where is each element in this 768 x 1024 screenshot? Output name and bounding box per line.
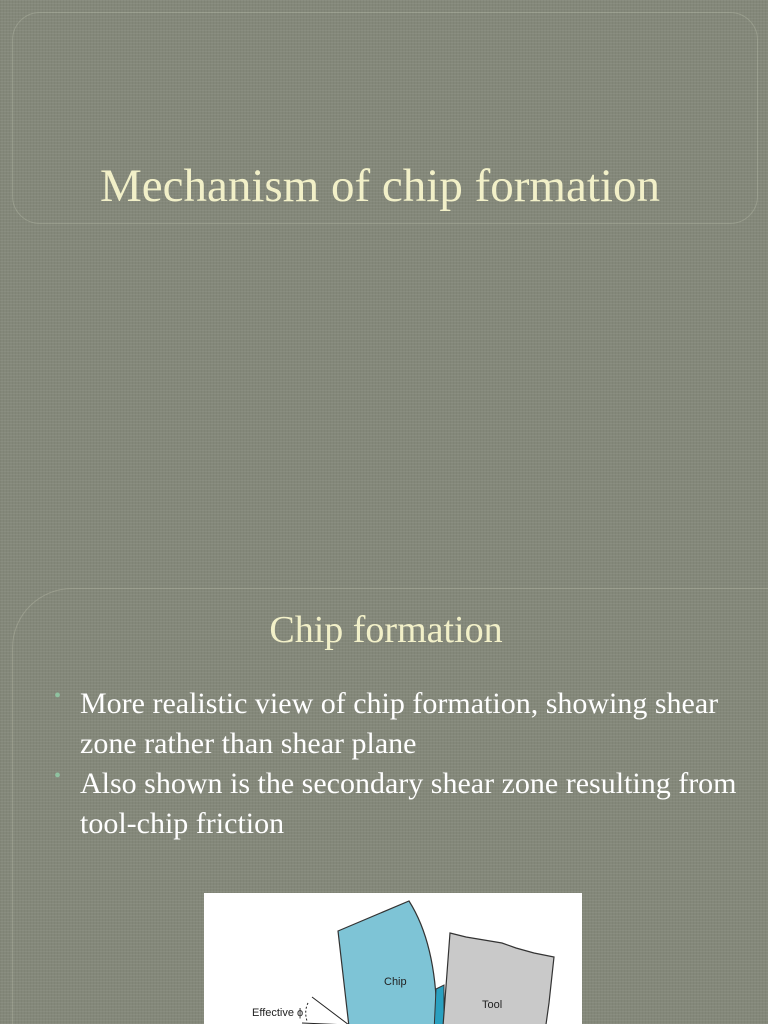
slide-title: Mechanism of chip formation bbox=[100, 160, 660, 212]
angle-arc bbox=[306, 1003, 308, 1021]
bullet-text: More realistic view of chip formation, showing shear zone rather than shear plane bbox=[80, 687, 719, 760]
angle-label: Effective ϕ bbox=[252, 1007, 304, 1019]
chip-formation-figure bbox=[204, 893, 582, 1024]
slide-2 bbox=[0, 580, 768, 1024]
bullet-item bbox=[54, 764, 754, 844]
chip-shape bbox=[338, 901, 437, 1024]
bullet-item bbox=[54, 684, 754, 764]
chip-formation-diagram bbox=[204, 893, 582, 1024]
bullet-marker-icon: • bbox=[54, 685, 62, 707]
bullet-marker-icon: • bbox=[54, 765, 62, 787]
tool-label: Tool bbox=[482, 999, 503, 1011]
bullet-list bbox=[54, 684, 754, 844]
slide-title: Chip formation bbox=[269, 609, 503, 651]
chip-label: Chip bbox=[384, 976, 407, 988]
bullet-text: Also shown is the secondary shear zone resulting from tool-chip friction bbox=[80, 767, 737, 840]
angle-reference-line bbox=[312, 997, 349, 1024]
